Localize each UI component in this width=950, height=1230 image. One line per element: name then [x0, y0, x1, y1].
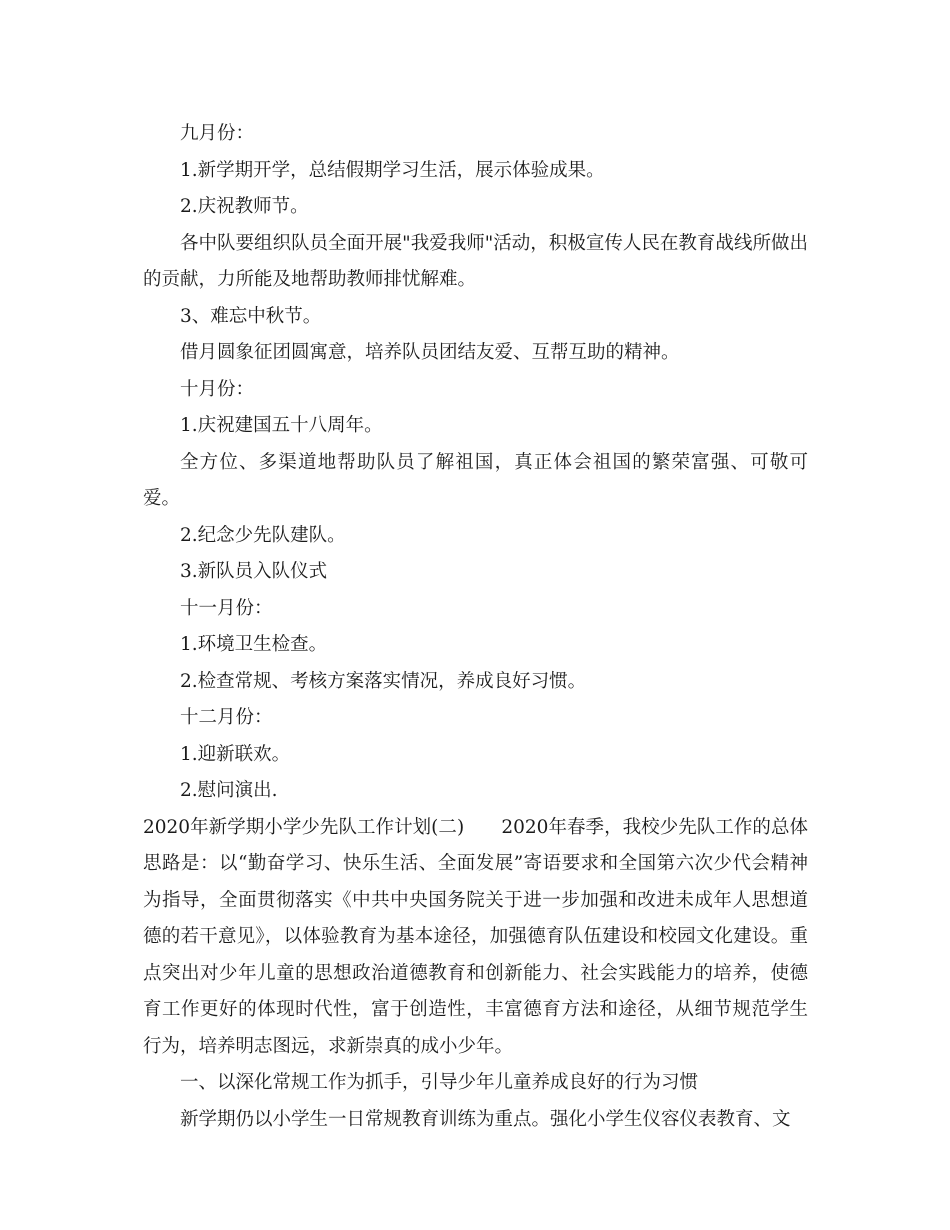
paragraph: 新学期仍以小学生一日常规教育训练为重点。强化小学生仪容仪表教育、文	[180, 1108, 791, 1130]
paragraph: 借月圆象征团圆寓意，培养队员团结友爱、互帮互助的精神。	[180, 342, 680, 363]
paragraph: 2.慰问演出.	[180, 780, 278, 801]
paragraph: 全方位、多渠道地帮助队员了解祖国，真正体会祖国的繁荣富强、可敬可爱。	[143, 451, 808, 509]
paragraph: 各中队要组织队员全面开展"我爱我师"活动，积极宣传人民在教育战线所做出的贡献，力所能及地帮助教师排忧解难。	[143, 232, 808, 290]
paragraph: 十二月份：	[180, 707, 273, 728]
paragraph: 3、难忘中秋节。	[180, 305, 322, 327]
document-body	[143, 116, 808, 1138]
paragraph: 1.新学期开学，总结假期学习生活，展示体验成果。	[180, 159, 605, 181]
paragraph: 九月份：	[180, 123, 255, 144]
paragraph: 十月份：	[180, 378, 255, 400]
paragraph: 3.新队员入队仪式	[180, 561, 328, 582]
paragraph: 1.庆祝建国五十八周年。	[180, 415, 383, 436]
paragraph: 2.检查常规、考核方案落实情况，养成良好习惯。	[180, 670, 587, 692]
paragraph: 2020年新学期小学少先队工作计划(二) 2020年春季，我校少先队工作的总体思路是：以“勤奋学习、快乐生活、全面发展”寄语要求和全国第六次少代会精神为指导，全面贯彻落实《中共中央国务院关于进一步加强和改进未成年人思想道德的若干意见》，以体验教育为基本途径，加强德育队伍建设和校园文化建设。重点突出对少年儿童的思想政治道德教育和创新能力、社会实践能力的培养，使德育工作更好的体现时代性，富于创造性，丰富德育方法和途径，从细节规范学生行为，培养明志图远，求新崇真的成小少年。	[143, 816, 808, 1057]
paragraph: 2.纪念少先队建队。	[180, 524, 346, 546]
paragraph: 2.庆祝教师节。	[180, 196, 309, 217]
paragraph: 1.环境卫生检查。	[180, 634, 328, 655]
paragraph: 十一月份：	[180, 597, 273, 619]
paragraph: 1.迎新联欢。	[180, 743, 291, 765]
section-heading: 一、以深化常规工作为抓手，引导少年儿童养成良好的行为习惯	[180, 1072, 699, 1093]
